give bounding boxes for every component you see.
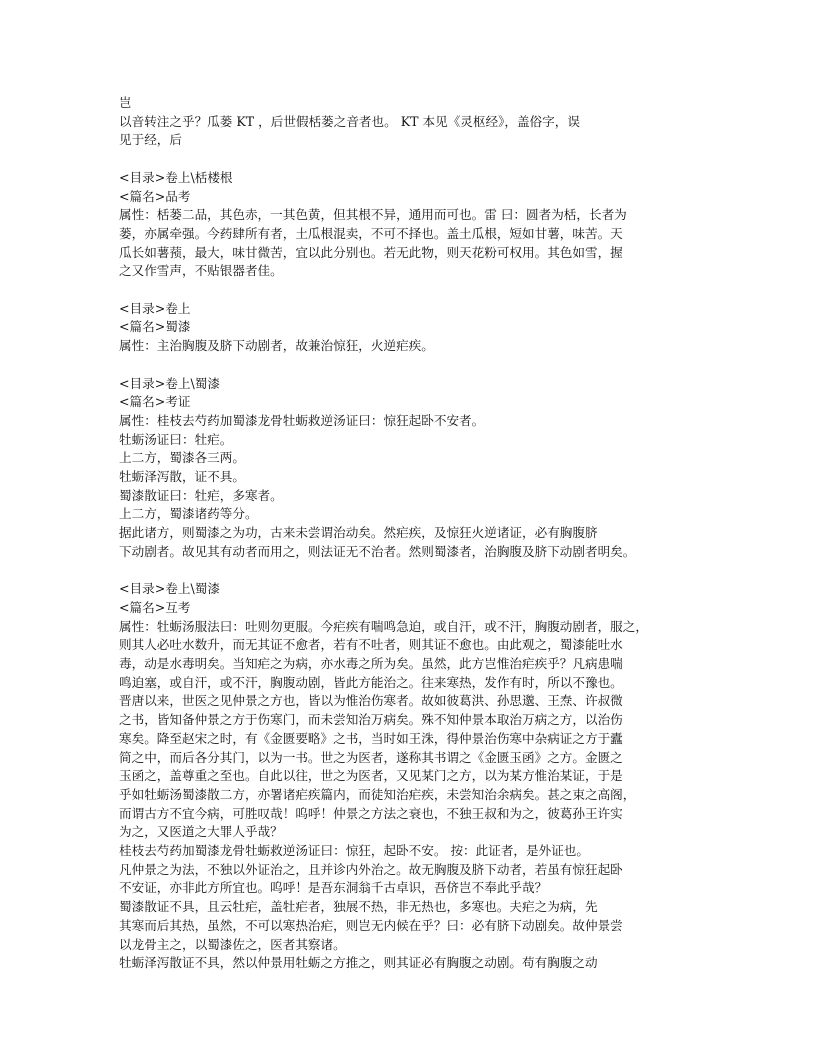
text-line: 据此诸方，则蜀漆之为功，古来未尝谓治动矣。然疟疾，及惊狂火逆诸证，必有胸腹脐: [119, 525, 598, 541]
text-line: 以龙骨主之，以蜀漆佐之，医者其察诸。: [119, 936, 346, 952]
text-line: 岂: [119, 95, 132, 110]
text-line: 凡仲景之为法，不独以外证治之，且并诊内外治之。故无胸腹及脐下动者，若虽有惊狂起卧: [119, 861, 623, 877]
paragraph-gap: [119, 356, 719, 375]
text-line: 属性：主治胸腹及脐下动剧者，故兼治惊狂，火逆疟疾。: [119, 338, 434, 354]
text-line: 而谓古方不宜今病，可胜叹哉！呜呼！仲景之方法之衰也，不独王叔和为之，彼葛孙王许实: [119, 805, 623, 821]
text-line: 桂枝去芍药加蜀漆龙骨牡蛎救逆汤证曰：惊狂，起卧不安。 按：此证者，是外证也。: [119, 843, 589, 859]
text-line: 牡蛎泽泻散，证不具。: [119, 469, 245, 485]
text-line: 乎如牡蛎汤蜀漆散二方，亦署诸疟疾篇内，而徒知治疟疾，未尝知治余病矣。甚之束之高阁，: [119, 786, 636, 802]
text-line: 其寒而后其热，虽然，不可以寒热治疟，则岂无内候在乎？曰：必有脐下动剧矣。故仲景尝: [119, 917, 623, 933]
text-line: 鸣迫塞，或自汗，或不汗，胸腹动剧，皆此方能治之。往来寒热，发作有时，所以不豫也。: [119, 674, 623, 690]
catalog-heading: <目录>卷上\蜀漆: [119, 581, 220, 597]
text-line: 牡蛎汤证曰：牡疟。: [119, 431, 233, 447]
text-line: 牡蛎泽泻散证不具，然以仲景用牡蛎之方推之，则其证必有胸腹之动剧。苟有胸腹之动: [119, 955, 598, 971]
text-line: 之又作雪声，不贴银器者佳。: [119, 263, 283, 279]
text-line: 简之中，而后各分其门，以为一书。世之为医者，遂称其书谓之《金匮玉函》之方。金匮之: [119, 749, 623, 765]
text-line: 属性：牡蛎汤服法曰：吐则勿更服。今疟疾有喘鸣急迫，或自汗，或不汗，胸腹动剧者，服之，: [119, 618, 648, 634]
section-heading: <篇名>品考: [119, 188, 191, 204]
text-line: 蒌，亦属牵强。今药肆所有者，土瓜根混卖，不可不择也。盖土瓜根，短如甘薯，味苦。天: [119, 225, 623, 241]
text-block-hukao: [119, 580, 719, 973]
text-block-intro: [119, 94, 719, 150]
text-line: 蜀漆散证不具，且云牡疟，盖牡疟者，独展不热，非无热也，多寒也。夫疟之为病，先: [119, 899, 598, 915]
text-line: 见于经，后: [119, 132, 182, 148]
text-line: 为之，又医道之大罪人乎哉？: [119, 824, 283, 840]
text-line: 之书，皆知备仲景之方于伤寒门，而未尝知治万病矣。殊不知仲景本取治万病之方，以治伤: [119, 712, 623, 728]
text-line: 瓜长如薯蓣，最大，味甘微苦，宜以此分别也。若无此物，则天花粉可权用。其色如雪，握: [119, 244, 623, 260]
section-heading: <篇名>蜀漆: [119, 319, 191, 335]
text-line: 上二方，蜀漆各三两。: [119, 450, 245, 466]
text-block-gualougen: [119, 169, 719, 281]
text-line: 蜀漆散证曰：牡疟，多寒者。: [119, 487, 283, 503]
text-line: 属性：栝蒌二品，其色赤，一其色黄，但其根不异，通用而可也。雷 曰：圆者为栝，长者为: [119, 207, 627, 223]
catalog-heading: <目录>卷上: [119, 300, 191, 316]
text-line: 晋唐以来，世医之见仲景之方也，皆以为惟治伤寒者。故如彼葛洪、孙思邈、王焘、许叔微: [119, 693, 623, 709]
text-line: 下动剧者。故见其有动者而用之，则法证无不治者。然则蜀漆者，治胸腹及脐下动剧者明矣。: [119, 543, 636, 559]
text-block-kaozheng: [119, 375, 719, 562]
text-line: 毒，动是水毒明矣。当知疟之为病，亦水毒之所为矣。虽然，此方岂惟治疟疾乎？凡病患喘: [119, 656, 623, 672]
document-page: [119, 94, 719, 973]
text-line: 则其人必吐水数升，而无其证不愈者，若有不吐者，则其证不愈也。由此观之，蜀漆能吐水: [119, 637, 623, 653]
text-line: 属性：桂枝去芍药加蜀漆龙骨牡蛎救逆汤证曰：惊狂起卧不安者。: [119, 412, 485, 428]
text-line: 玉函之，盖尊重之至也。自此以往，世之为医者，又见某门之方，以为某方惟治某证，于是: [119, 768, 623, 784]
catalog-heading: <目录>卷上\蜀漆: [119, 375, 220, 391]
section-heading: <篇名>考证: [119, 394, 191, 410]
text-line: 寒矣。降至赵宋之时，有《金匮要略》之书，当时如王洙，得仲景治伤寒中杂病证之方于蠹: [119, 730, 623, 746]
text-line: 以音转注之乎？瓜蒌 KT ，后世假栝蒌之音者也。 KT 本见《灵枢经》，盖俗字，误: [119, 113, 580, 129]
text-line: 上二方，蜀漆诸药等分。: [119, 506, 258, 522]
paragraph-gap: [119, 562, 719, 581]
section-heading: <篇名>互考: [119, 599, 191, 615]
paragraph-gap: [119, 150, 719, 169]
text-block-shuqi: [119, 300, 719, 356]
catalog-heading: <目录>卷上\栝楼根: [119, 169, 233, 185]
paragraph-gap: [119, 281, 719, 300]
text-line: 不安证，亦非此方所宜也。呜呼！是吾东洞翁千古卓识，吾侪岂不奉此乎哉？: [119, 880, 548, 896]
